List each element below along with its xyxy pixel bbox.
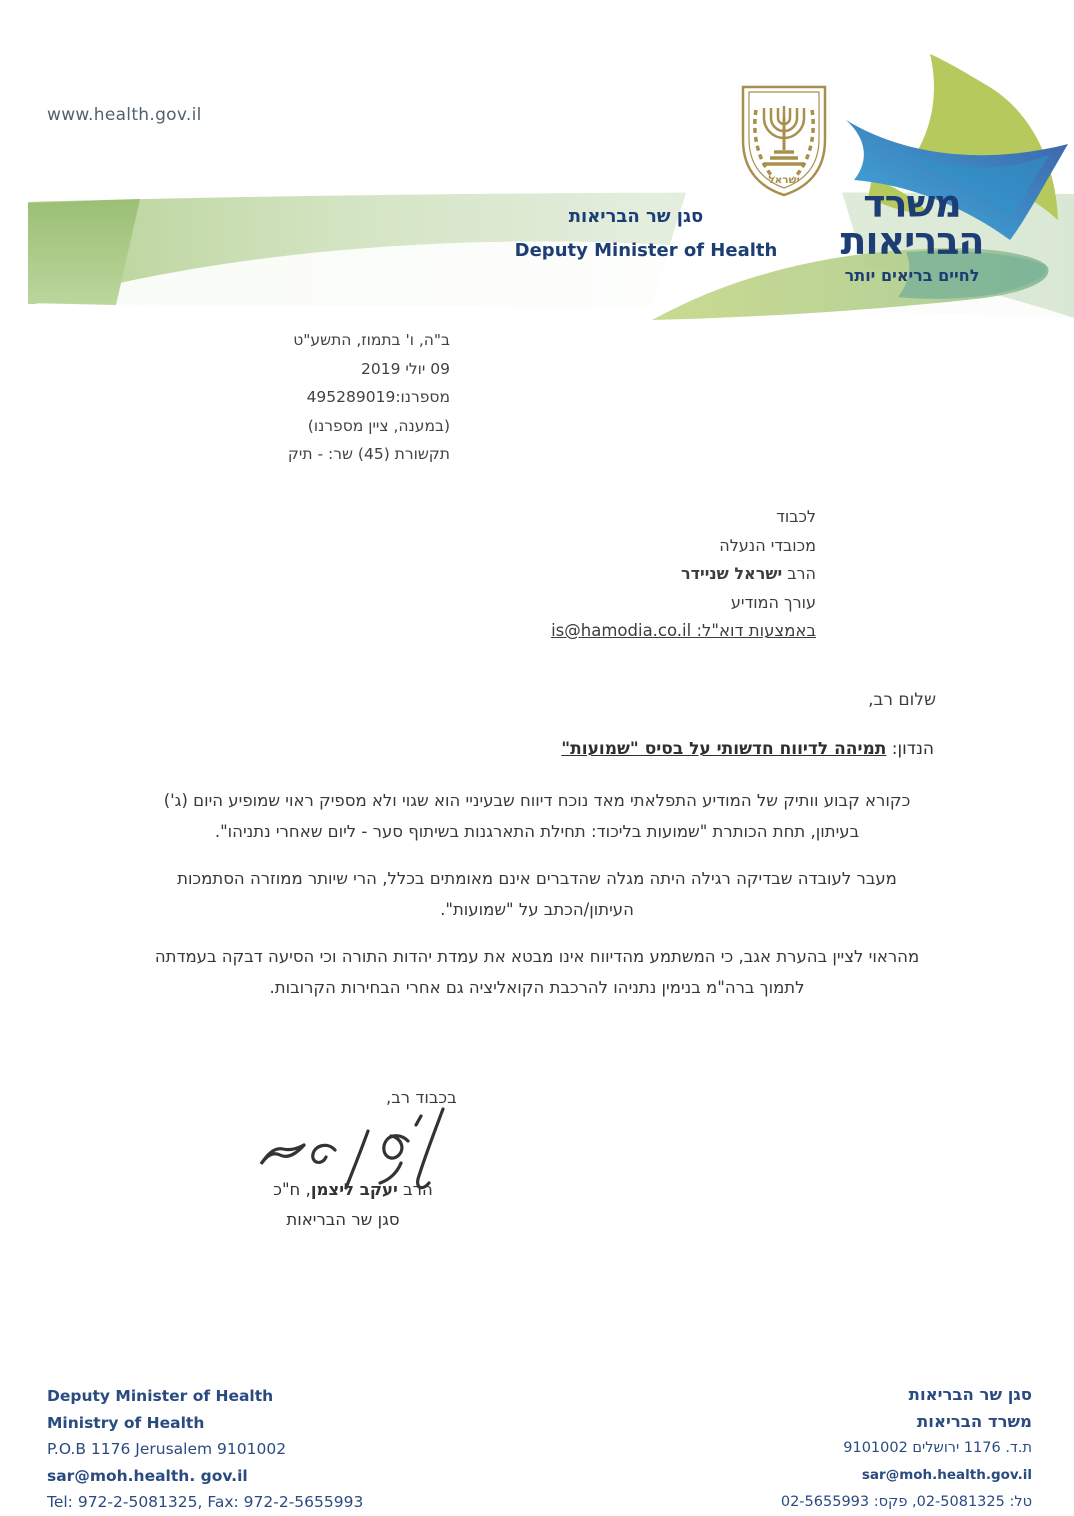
recipient-role: עורך המודיע	[730, 592, 816, 612]
signer-title: סגן שר הבריאות	[286, 1210, 400, 1229]
reference-number-line: מספרנו:495289019	[306, 388, 450, 406]
subject-text: תמיהה לדיווח חדשותי על בסיס "שמועות"	[561, 739, 887, 759]
footer-he-ministry: משרד הבריאות	[917, 1412, 1032, 1431]
signer-name-line	[218, 1180, 488, 1199]
body-paragraph-2: מעבר לעובדה שבדיקה רגילה היתה מגלה שהדברים אינם מאומתים בכלל, הרי שיותר ממוזרה הסתמכות העיתון/הכתב על "שמועות".	[177, 869, 897, 919]
recipient-honorific: לכבוד	[776, 507, 816, 526]
footer-he-email: sar@moh.health.gov.il	[861, 1467, 1032, 1483]
recipient-name: ישראל שניידר	[680, 564, 783, 583]
recipient-name-prefix: הרב	[782, 564, 816, 583]
israel-state-emblem-icon	[734, 82, 834, 200]
signer-name-prefix: הרב	[397, 1180, 433, 1199]
subject-label: הנדון:	[886, 739, 934, 759]
logo-line-misrad: משרד	[863, 182, 961, 226]
emblem-israel-label: ישראל	[768, 174, 800, 186]
signer-name: יעקב ליצמן	[310, 1180, 398, 1199]
file-number-line: תקשורת (45) שר: - תיק	[287, 445, 450, 463]
letter-body	[142, 785, 932, 1019]
recipient-block	[480, 503, 816, 646]
subject-line	[561, 739, 934, 759]
footer-en-ministry: Ministry of Health	[47, 1413, 205, 1432]
email-label: באמצעות דוא"ל:	[691, 621, 816, 640]
footer-en-phone: Tel: 972-2-5081325, Fax: 972-2-5655993	[47, 1493, 364, 1511]
footer-en-dept: Deputy Minister of Health	[47, 1387, 274, 1405]
ministry-logo-wordmark	[822, 182, 1002, 263]
reference-block	[170, 326, 450, 469]
body-paragraph-1: כקורא קבוע וותיק של המודיע התפלאתי מאד נוכח דיווח שבעיניי הוא שגוי ולא מספיק ראוי שמופיע היום (ג') בעיתון, תחת הכותרת "שמועות בליכוד: תחילת התארגנות בשיתוף סער - ליום שאחרי נתניהו".	[163, 791, 911, 841]
footer-he-phone: טל: 02-5081325, פקס: 02-5655993	[780, 1494, 1032, 1510]
recipient-name-line	[480, 560, 816, 589]
body-paragraph-3: מהראוי לציין בהערת אגב, כי המשתמע מהדיווח אינו מבטא את עמדת יהדות התורה וכי הסיעה דבקה בעמדתה לתמוך ברה"מ בנימין נתניהו להרכבת הקואליציה גם אחרי הבחירות הקרובות.	[154, 947, 920, 997]
logo-line-habriut: הבריאות	[840, 219, 984, 263]
recipient-salutation: מכובדי הנעלה	[719, 535, 816, 555]
recipient-email-line	[480, 617, 816, 646]
footer-contact-english	[47, 1383, 363, 1516]
reference-note-line: (במענה, ציין מספרנו)	[307, 416, 450, 435]
footer-he-dept: סגן שר הבריאות	[908, 1385, 1032, 1404]
deputy-minister-title-he: סגן שר הבריאות	[568, 206, 704, 227]
footer-en-address: P.O.B 1176 Jerusalem 9101002	[47, 1440, 287, 1458]
ministry-tagline: לחיים בריאים יותר	[844, 266, 980, 285]
deputy-minister-title-en: Deputy Minister of Health	[514, 240, 778, 261]
footer-en-email: sar@moh.health. gov.il	[47, 1466, 248, 1485]
gregorian-date-line: 09 יולי 2019	[360, 359, 450, 378]
footer-contact-hebrew	[781, 1381, 1032, 1516]
greeting-line: שלום רב,	[868, 690, 936, 710]
recipient-email-address: is@hamodia.co.il	[551, 621, 692, 640]
signer-name-suffix: , ח"כ	[273, 1180, 311, 1199]
website-url: www.health.gov.il	[47, 105, 202, 125]
footer-he-address: ת.ד. 1176 ירושלים 9101002	[843, 1440, 1032, 1456]
hebrew-date-line: ב"ה, ו' בתמוז, התשע"ט	[293, 331, 450, 349]
closing-salutation: בכבוד רב,	[386, 1088, 457, 1107]
